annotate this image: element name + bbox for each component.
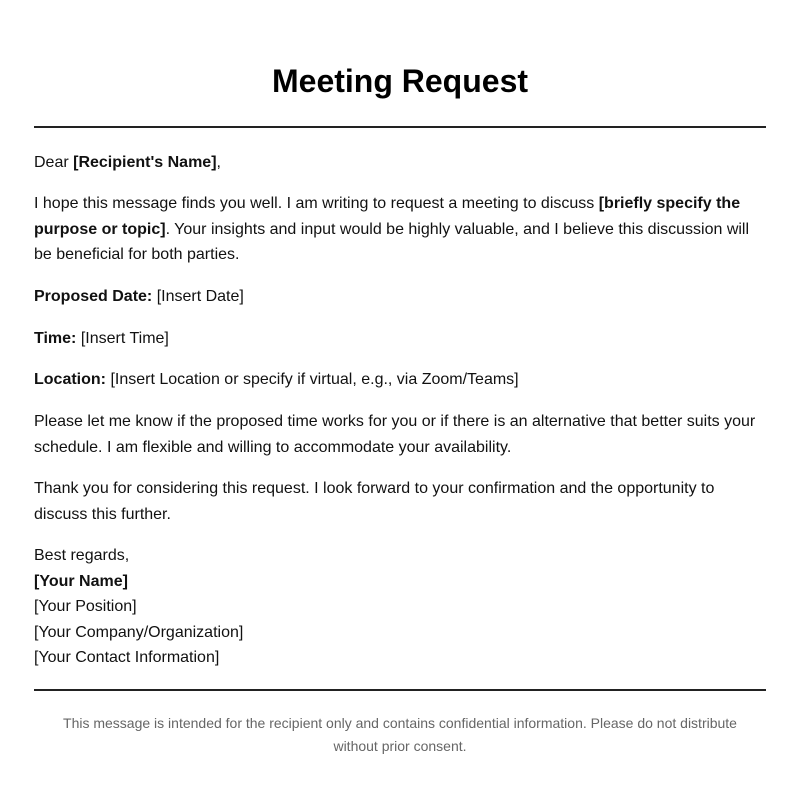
intro-before: I hope this message finds you well. I am writing to request a meeting to discuss bbox=[34, 195, 599, 212]
time-value: [Insert Time] bbox=[76, 330, 169, 347]
proposed-date-label: Proposed Date: bbox=[34, 288, 153, 305]
proposed-date-line bbox=[34, 284, 766, 310]
footer-divider bbox=[34, 689, 766, 691]
time-line bbox=[34, 326, 766, 352]
header-divider bbox=[34, 126, 766, 128]
thanks-paragraph: Thank you for considering this request. I look forward to your confirmation and the opportunity to discuss this further. bbox=[34, 480, 715, 523]
page-title: Meeting Request bbox=[271, 63, 529, 99]
intro-after: . Your insights and input would be highly valuable, and I believe this discussion will be beneficial for both parties. bbox=[34, 220, 750, 263]
signature-name: [Your Name] bbox=[34, 572, 128, 590]
flexibility-paragraph: Please let me know if the proposed time works for you or if there is an alternative that better suits your schedule. I am flexible and willing to accommodate your availability. bbox=[34, 413, 756, 456]
confidentiality-notice: This message is intended for the recipient only and contains confidential information. Please do not distribute without prior consent. bbox=[63, 715, 737, 754]
location-label: Location: bbox=[34, 371, 106, 388]
signature-position: [Your Position] bbox=[34, 598, 137, 615]
greeting-prefix: Dear bbox=[34, 154, 74, 171]
signature-company: [Your Company/Organization] bbox=[34, 623, 244, 641]
time-label: Time: bbox=[34, 330, 77, 347]
topic-placeholder: [briefly specify the purpose or topic] bbox=[34, 195, 741, 238]
signature-contact: [Your Contact Information] bbox=[34, 649, 220, 666]
greeting-suffix: , bbox=[216, 154, 221, 171]
closing-line: Best regards, bbox=[34, 547, 130, 564]
greeting-line bbox=[34, 150, 766, 176]
proposed-date-value: [Insert Date] bbox=[152, 288, 244, 305]
location-value: [Insert Location or specify if virtual, e.g., via Zoom/Teams] bbox=[106, 371, 519, 388]
signature-block bbox=[34, 543, 766, 671]
intro-paragraph bbox=[34, 191, 766, 268]
recipient-name-placeholder: [Recipient's Name] bbox=[73, 154, 217, 171]
location-line bbox=[34, 367, 766, 393]
